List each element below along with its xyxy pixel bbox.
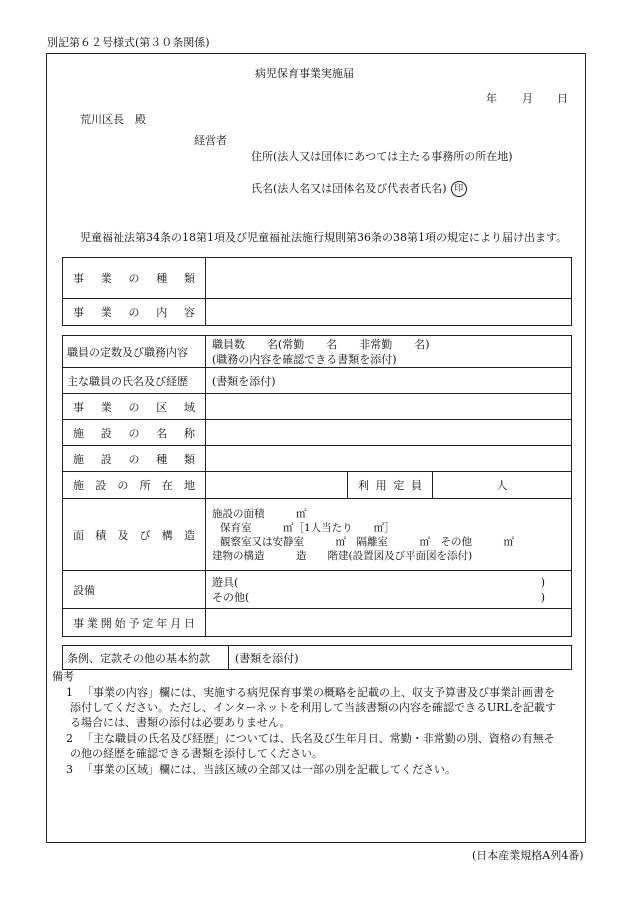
bylaws-value[interactable]: (書類を添付): [229, 646, 572, 670]
bylaws-table: [62, 645, 572, 670]
operator-label: 経営者: [194, 134, 227, 147]
facility-type-label: 施 設 の 種 類: [73, 452, 195, 466]
date-month: 月: [522, 92, 533, 105]
facility-address-label: 施 設 の 所 在 地: [73, 479, 195, 492]
business-content-label-cell: [63, 299, 206, 326]
structure-line2: 保育室 ㎡［1人当たり ㎡］: [220, 521, 395, 534]
seal-mark: 印: [451, 181, 467, 197]
main-staff-label: 主な職員の氏名及び経歴: [63, 368, 206, 394]
facility-name-label: 施 設 の 名 称: [73, 426, 195, 440]
start-date-value[interactable]: [206, 609, 572, 637]
structure-line4: 建物の構造 造 階建(設置図及び平面図を添付): [212, 549, 473, 562]
note1-line2: 添付してください。ただし、インターネットを利用して当該書類の内容を確認できるURLを記載す: [70, 701, 556, 714]
statement: 児童福祉法第34条の18第1項及び児童福祉法施行規則第36条の38第1項の規定により届け出ます。: [80, 231, 568, 244]
capacity-value[interactable]: [433, 472, 572, 499]
equipment-other-close: ): [540, 590, 545, 604]
equipment-label-cell: [63, 571, 206, 609]
structure-value[interactable]: [206, 499, 572, 571]
capacity-unit: 人: [496, 479, 508, 492]
bylaws-label: 条例、定款その他の基本約款: [63, 646, 229, 670]
equipment-line1: [212, 575, 565, 590]
note1-number: 1: [66, 686, 73, 699]
name-label-row: [251, 181, 467, 197]
business-type-label-cell: [63, 258, 206, 299]
structure-label-cell: [63, 499, 206, 571]
name-label: 氏名(法人名又は団体名及び代表者氏名): [251, 182, 447, 195]
facility-type-label-cell: [63, 446, 206, 472]
note2-line1: 「主な職員の氏名及び経歴」については、氏名及び生年月日、常勤・非常勤の別、資格の有無そ: [82, 732, 555, 745]
addressee: 荒川区長 殿: [80, 113, 146, 126]
business-area-label: 事 業 の 区 域: [73, 400, 195, 414]
facility-name-value[interactable]: [206, 420, 572, 446]
structure-line1: 施設の面積 ㎡: [212, 507, 307, 520]
business-area-value[interactable]: [206, 394, 572, 420]
note1-line3: る場合には、書類の添付は必要ありません。: [70, 716, 291, 729]
date-year: 年: [486, 92, 497, 105]
notes-heading: 備考: [52, 670, 74, 683]
staff-value-line2: (職務の内容を確認できる書類を添付): [212, 352, 397, 366]
business-content-label: 事 業 の 内 容: [73, 306, 195, 319]
equipment-label: [69, 582, 199, 598]
note2-line2: の他の経歴を確認できる書類を添付してください。: [70, 747, 323, 760]
note2-number: 2: [66, 732, 73, 745]
equipment-toys-open: 遊具(: [212, 575, 239, 589]
facility-type-value[interactable]: [206, 446, 572, 472]
business-area-label-cell: [63, 394, 206, 420]
equipment-value[interactable]: [206, 571, 572, 609]
structure-label: 面 積 及 び 構 造: [73, 528, 195, 542]
main-staff-value[interactable]: (書類を添付): [206, 368, 572, 394]
form-number: 別記第６２号様式(第３０条関係): [47, 36, 210, 49]
date-day: 日: [557, 92, 568, 105]
start-date-label: 事 業 開 始 予 定 年 月 日: [73, 616, 195, 630]
equipment-other-open: その他(: [212, 590, 250, 604]
paper-size-note: (日本産業規格A列4番): [472, 849, 584, 862]
structure-line3: 観察室又は安静室 ㎡ 隔離室 ㎡ その他 ㎡: [220, 535, 514, 548]
note1-line1: 「事業の内容」欄には、実施する病児保育事業の概略を記載の上、収支予算書及び事業計画書を: [82, 686, 555, 699]
facility-name-label-cell: [63, 420, 206, 446]
capacity-label: 利 用 定 員: [358, 479, 422, 492]
business-type-table: [62, 257, 572, 326]
staff-value[interactable]: [206, 336, 572, 368]
business-type-value[interactable]: [206, 258, 572, 299]
facility-table: [62, 335, 572, 637]
capacity-label-cell: [348, 472, 433, 499]
business-type-label: 事 業 の 種 類: [73, 272, 195, 285]
form-title: 病児保育事業実施届: [255, 67, 354, 80]
equipment-label-text: 設備: [73, 583, 95, 597]
staff-value-line1: 職員数 名(常勤 名 非常勤 名): [212, 337, 430, 351]
facility-address-label-cell: [63, 472, 206, 499]
equipment-toys-close: ): [540, 575, 545, 589]
address-label: 住所(法人又は団体にあつては主たる事務所の所在地): [251, 150, 513, 163]
equipment-line2: [212, 590, 565, 605]
note3-number: 3: [66, 763, 73, 776]
start-date-label-cell: [63, 609, 206, 637]
staff-label: 職員の定数及び職務内容: [63, 336, 206, 368]
facility-address-value[interactable]: [206, 472, 348, 499]
business-content-value[interactable]: [206, 299, 572, 326]
note3-line1: 「事業の区域」欄には、当該区域の全部又は一部の別を記載してください。: [82, 763, 456, 776]
